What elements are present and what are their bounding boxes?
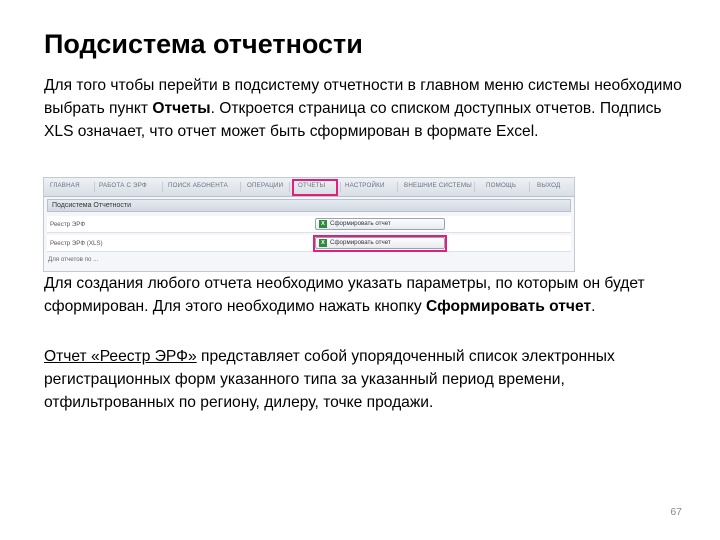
menu-separator xyxy=(289,182,290,192)
menu-separator xyxy=(240,182,241,192)
page-number: 67 xyxy=(670,506,682,518)
reports-panel-header: Подсистема Отчетности xyxy=(47,199,571,212)
reports-menu-term: Отчеты xyxy=(152,100,211,117)
intro-text-start: Для того чтобы перейти в подсистему отчетности в главном меню системы необходимо выбрать пункт xyxy=(44,77,682,117)
menu-separator xyxy=(94,182,95,192)
intro-paragraph xyxy=(44,74,694,143)
parameters-text: Для создания любого отчета необходимо указать параметры, по которым он будет сформирован. Для этого необходимо нажать кнопку xyxy=(44,275,645,315)
menu-item-operations[interactable]: ОПЕРАЦИИ xyxy=(247,182,284,189)
report-row-xls xyxy=(47,235,571,252)
menu-item-external-systems[interactable]: ВНЕШНИЕ СИСТЕМЫ xyxy=(404,182,472,189)
registry-report-link[interactable]: Отчет «Реестр ЭРФ» xyxy=(44,348,197,365)
menu-separator xyxy=(340,182,341,192)
menu-separator xyxy=(474,182,475,192)
generate-report-label: Сформировать отчет xyxy=(330,220,391,227)
reports-highlight-frame xyxy=(292,179,338,196)
report-name-xls: Реестр ЭРФ (XLS) xyxy=(50,240,103,247)
registry-report-paragraph xyxy=(44,345,694,414)
menu-item-exit[interactable]: ВЫХОД xyxy=(537,182,561,189)
panel-footer-text: Для отчетов по ... xyxy=(48,256,99,263)
excel-icon: X xyxy=(319,220,327,228)
intro-text-end: . Откроется страница со списком доступных отчетов. Подпись XLS означает, что отчет может быть сформирован в формате Excel. xyxy=(44,100,662,140)
menu-item-main[interactable]: ГЛАВНАЯ xyxy=(50,182,80,189)
reports-page-screenshot xyxy=(43,177,575,272)
generate-report-label: Сформировать отчет xyxy=(330,239,391,246)
parameters-paragraph xyxy=(44,272,694,318)
generate-button-term: Сформировать отчет xyxy=(426,298,592,315)
menu-separator xyxy=(397,182,398,192)
generate-report-button[interactable] xyxy=(315,218,445,230)
menu-item-erf-work[interactable]: РАБОТА С ЭРФ xyxy=(99,182,147,189)
menu-item-help[interactable]: ПОМОЩЬ xyxy=(486,182,517,189)
main-menu-bar xyxy=(44,178,574,197)
menu-separator xyxy=(162,182,163,192)
report-name: Реестр ЭРФ xyxy=(50,221,86,228)
parameters-text-end: . xyxy=(591,298,596,315)
button-highlight-frame xyxy=(313,235,447,252)
registry-report-description: представляет собой упорядоченный список электронных регистрационных форм указанного типа за указанный период времени, отфильтрованных по региону, дилеру, точке продажи. xyxy=(44,348,615,411)
menu-item-subscriber-search[interactable]: ПОИСК АБОНЕНТА xyxy=(168,182,228,189)
menu-separator xyxy=(529,182,530,192)
excel-icon: X xyxy=(319,239,327,247)
menu-item-reports[interactable]: ОТЧЕТЫ xyxy=(298,182,326,189)
report-row xyxy=(47,216,571,233)
slide-title: Подсистема отчетности xyxy=(44,29,363,59)
menu-item-settings[interactable]: НАСТРОЙКИ xyxy=(345,182,385,189)
